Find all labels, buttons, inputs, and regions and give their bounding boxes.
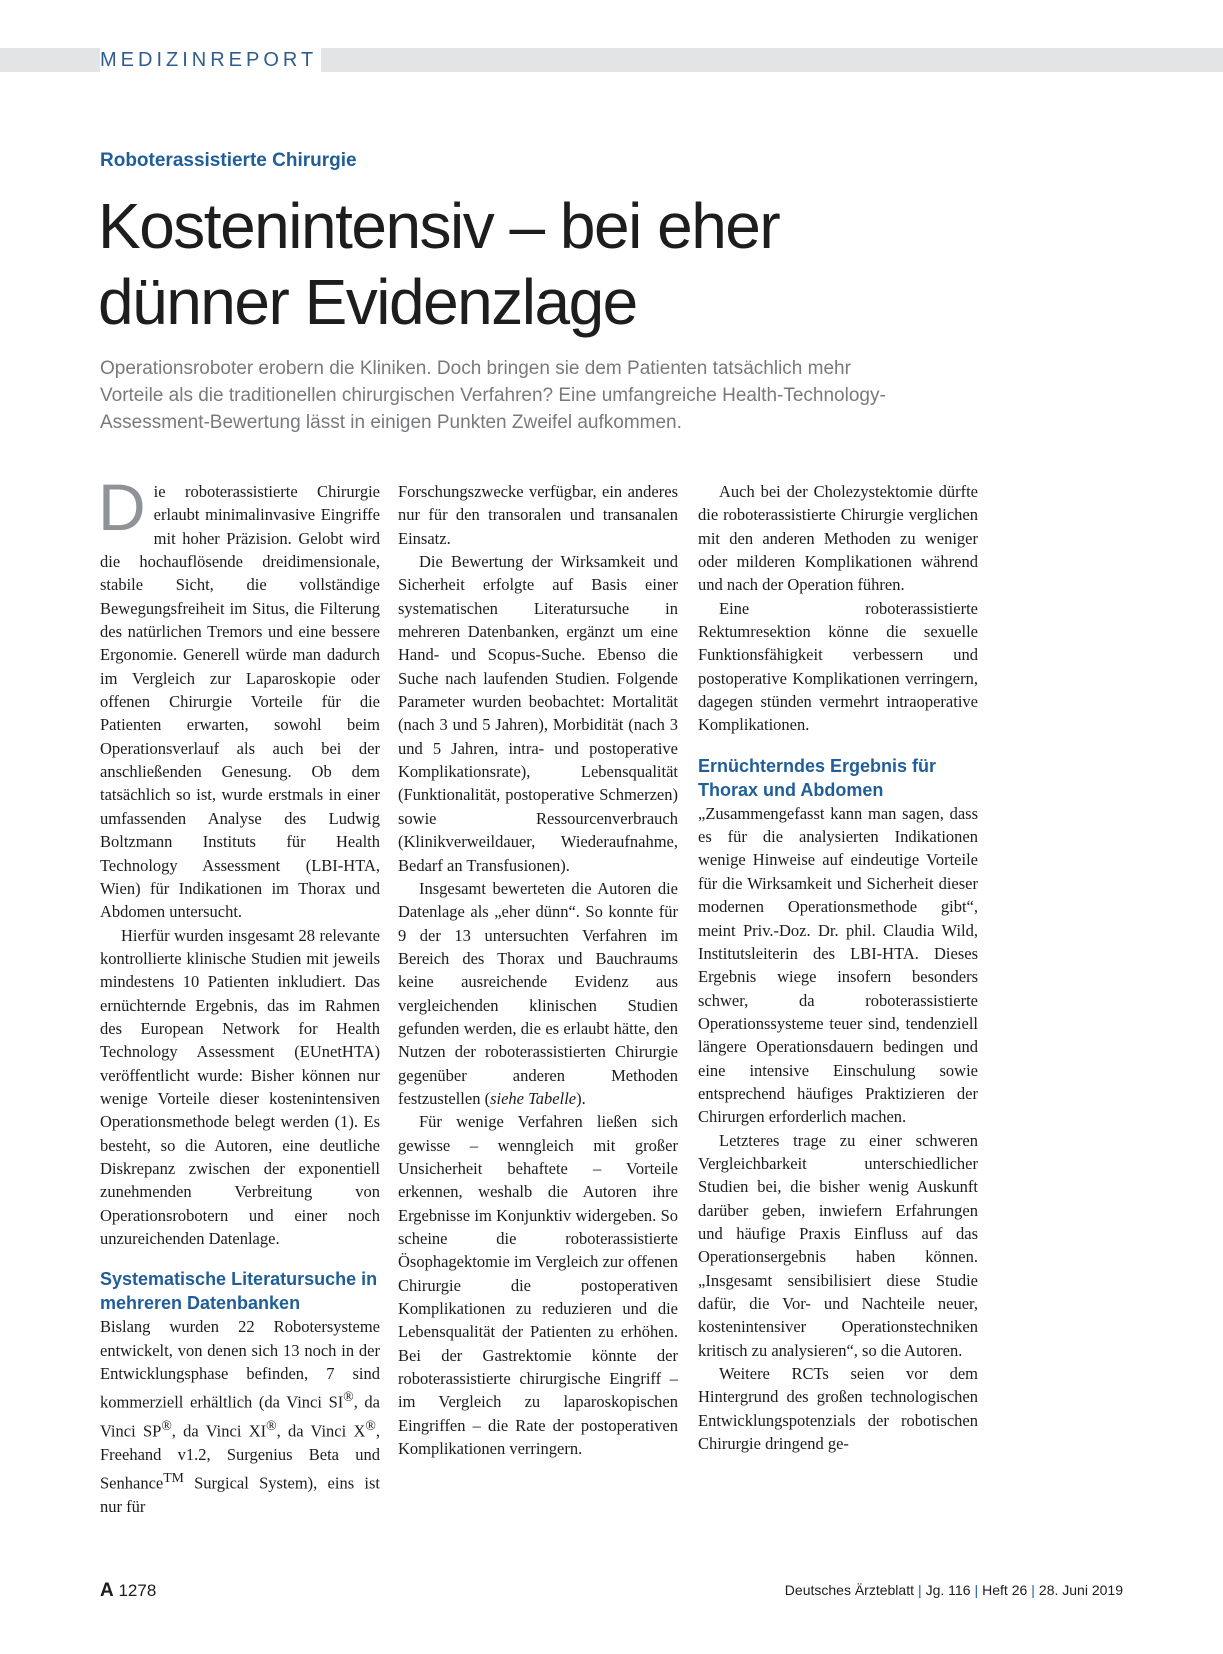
paragraph: [398, 877, 678, 1110]
separator: |: [917, 1582, 922, 1598]
lead-line: Vorteile als die traditionellen chirurgischen Verfahren? Eine umfangreiche Health-Technology-: [100, 385, 886, 406]
separator: |: [974, 1582, 979, 1598]
subheading-line: Systematische Literatursuche in: [100, 1269, 378, 1290]
journal-info: [785, 1582, 1123, 1598]
paragraph: Forschungszwecke verfügbar, ein anderes nur für den transoralen und transanalen Einsatz.: [398, 482, 678, 548]
paragraph: Auch bei der Cholezystektomie dürfte die roboterassistierte Chirurgie verglichen mit den anderen Methoden zu weniger oder milderen Komplikationen während und nach der Operation führen.: [698, 482, 978, 595]
dropcap: D: [98, 470, 146, 544]
paragraph: „Zusammengefasst kann man sagen, dass es für die analysierten Indikationen wenige Hinweise auf eindeutige Vorteile für die Wirksamkeit und Sicherheit dieser modernen Operationsmethode gibt“, meint Priv.-Doz. Dr. phil. Claudia Wild, Institutsleiterin des LBI-HTA. Dieses Ergebnis wiege insofern besonders schwer, da roboterassistierte Operationssysteme teuer sind, tendenziell längere Operationsdauern bedingen und eine intensive Einschulung sowie entsprechend häufiges Praktizieren der Chirurgen erforderlich machen.: [698, 803, 978, 1127]
article-title-line: dünner Evidenzlage: [98, 266, 637, 338]
article-title-line: Kostenintensiv – bei eher: [98, 190, 780, 262]
subheading-line: Ernüchterndes Ergebnis für: [698, 755, 937, 776]
subheading: [698, 754, 978, 802]
paragraph-text: , da Vinci XI: [171, 1421, 267, 1441]
section-label: MEDIZINREPORT: [100, 48, 321, 72]
separator: |: [1031, 1582, 1035, 1598]
journal-date: 28. Juni 2019: [1038, 1582, 1123, 1598]
paragraph-text: Surgical System), eins ist nur für: [100, 1473, 380, 1517]
paragraph: Die Bewertung der Wirksamkeit und Sicherheit erfolgte auf Basis einer systematischen Literatursuche in mehreren Datenbanken, ergänzt um eine Hand- und Scopus-Suche. Ebenso die Suche nach laufenden Studien. Folgende Parameter wurden beobachtet: Mortalität (nach 3 und 5 Jahren), Morbidität (nach 3 und 5 Jahren, intra- und postoperative Komplikationsrate), Lebensqualität (Funktionalität, postoperative Schmerzen) sowie Ressourcenverbrauch (Klinikverweildauer, Wiederaufnahme, Bedarf an Transfusionen).: [398, 552, 678, 875]
paragraph: Für wenige Verfahren ließen sich gewisse – wenngleich mit großer Unsicherheit behaftete – Vorteile erkennen, weshalb die Autoren ihre Ergebnisse im Konjunktiv widergeben. So scheine die roboterassistierte Ösophagektomie im Vergleich zur offenen Chirurgie die postoperativen Komplikationen zu reduzieren und die Lebensqualität der Patienten zu erhöhen. Bei der Gastrektomie könnte der roboterassistierte chirurgische Eingriff – im Vergleich zu laparoskopischen Eingriffen – die Rate der postoperativen Komplikationen verringern.: [398, 1112, 678, 1459]
journal-name: Deutsches Ärzteblatt: [784, 1582, 914, 1598]
paragraph: [100, 1315, 380, 1518]
paragraph-text: , da Vinci SP: [100, 1392, 380, 1441]
registered-mark: ®: [343, 1389, 354, 1405]
paragraph: Hierfür wurden insgesamt 28 relevante kontrollierte klinische Studien mit jeweils mindestens 10 Patienten inkludiert. Das ernüchternde Ergebnis, das im Rahmen des European Network for Health Technology Assessment (EUnetHTA) veröffentlicht wurde: Bisher können nur wenige Vorteile dieser kostenintensiven Operationsmethode belegt werden (1). Es besteht, so die Autoren, eine deutliche Diskrepanz zwischen der exponentiell zunehmenden Verbreitung von Operationsrobotern und einer noch unzureichenden Datenlage.: [100, 925, 380, 1248]
subheading-line: mehreren Datenbanken: [100, 1293, 301, 1314]
lead-line: Operationsroboter erobern die Kliniken. Doch bringen sie dem Patienten tatsächlich mehr: [100, 358, 851, 379]
table-reference: siehe Tabelle: [490, 1088, 577, 1108]
paragraph: Weitere RCTs seien vor dem Hintergrund des großen technologischen Entwicklungspotenzials der robotischen Chirurgie dringend ge-: [698, 1364, 978, 1454]
paragraph-text: ).: [576, 1088, 586, 1108]
paragraph-text: , da Vinci X: [276, 1421, 366, 1441]
article-lead: [100, 355, 940, 436]
lead-line: Assessment-Bewertung lässt in einigen Punkten Zweifel aufkommen.: [100, 412, 682, 433]
paragraph-text: ie roboterassistierte Chirurgie erlaubt minimalinvasive Eingriffe mit hoher Präzision. Gelobt wird die hochauflösende dreidimensionale, stabile Sicht, die vollständige Bewegungsfreiheit im Situs, die Filterung des natürlichen Tremors und eine bessere Ergonomie. Generell würde man dadurch im Vergleich zur Laparoskopie oder offenen Chirurgie Vorteile für die Patienten erwarten, sowohl beim Operationsverlauf als auch bei der anschließenden Genesung. Ob dem tatsächlich so ist, wurde erstmals in einer umfassenden Analyse des Ludwig Boltzmann Instituts für Health Technology Assessment (LBI-HTA, Wien) für Indikationen im Thorax und Abdomen untersucht.: [100, 482, 380, 922]
article-kicker: Roboterassistierte Chirurgie: [100, 150, 357, 171]
journal-volume: Jg. 116: [925, 1582, 971, 1598]
paragraph-text: , Freehand v1.2, Surgenius Beta und Senhance: [100, 1421, 380, 1493]
text-column-3: [698, 480, 978, 1455]
page-prefix: A: [100, 1580, 114, 1601]
paragraph-text: Insgesamt bewerteten die Autoren die Datenlage als „eher dünn“. So konnte für 9 der 13 untersuchten Verfahren im Bereich des Thorax und Bauchraums keine ausreichende Evidenz aus vergleichenden klinischen Studien gefunden werden, die es erlaubt hätte, den Nutzen der roboterassistierten Chirurgie gegenüber anderen Methoden festzustellen (: [398, 878, 678, 1108]
paragraph: Letzteres trage zu einer schweren Vergleichbarkeit unterschiedlicher Studien bei, die bisher wenig Auskunft darüber geben, inwiefern Erfahrungen und häufige Praxis Einfluss auf das Operationsergebnis haben können. „Insgesamt sensibilisiert diese Studie dafür, die Vor- und Nachteile neuer, kostenintensiver Operationstechniken kritisch zu analysieren“, so die Autoren.: [698, 1130, 978, 1360]
paragraph: [98, 470, 380, 924]
subheading: [100, 1267, 380, 1315]
paragraph: Eine roboterassistierte Rektumresektion könne die sexuelle Funktionsfähigkeit verbessern und postoperative Komplikationen verringern, dagegen stünden vermehrt intraoperative Komplikationen.: [698, 598, 978, 735]
registered-mark: ®: [161, 1418, 172, 1434]
registered-mark: ®: [365, 1418, 376, 1434]
trademark-mark: TM: [163, 1470, 184, 1486]
page-number-value: 1278: [118, 1581, 157, 1600]
paragraph-text: Bislang wurden 22 Robotersysteme entwickelt, von denen sich 13 noch in der Entwicklungsphase befinden, 7 sind kommerziell erhältlich (da Vinci SI: [100, 1317, 380, 1412]
subheading-line: Thorax und Abdomen: [698, 779, 884, 800]
text-column-2: [398, 480, 678, 1460]
article-title: [98, 188, 779, 340]
registered-mark: ®: [266, 1418, 277, 1434]
journal-issue: Heft 26: [982, 1582, 1028, 1598]
text-column-1: [98, 470, 380, 1519]
page-number: [100, 1580, 156, 1602]
